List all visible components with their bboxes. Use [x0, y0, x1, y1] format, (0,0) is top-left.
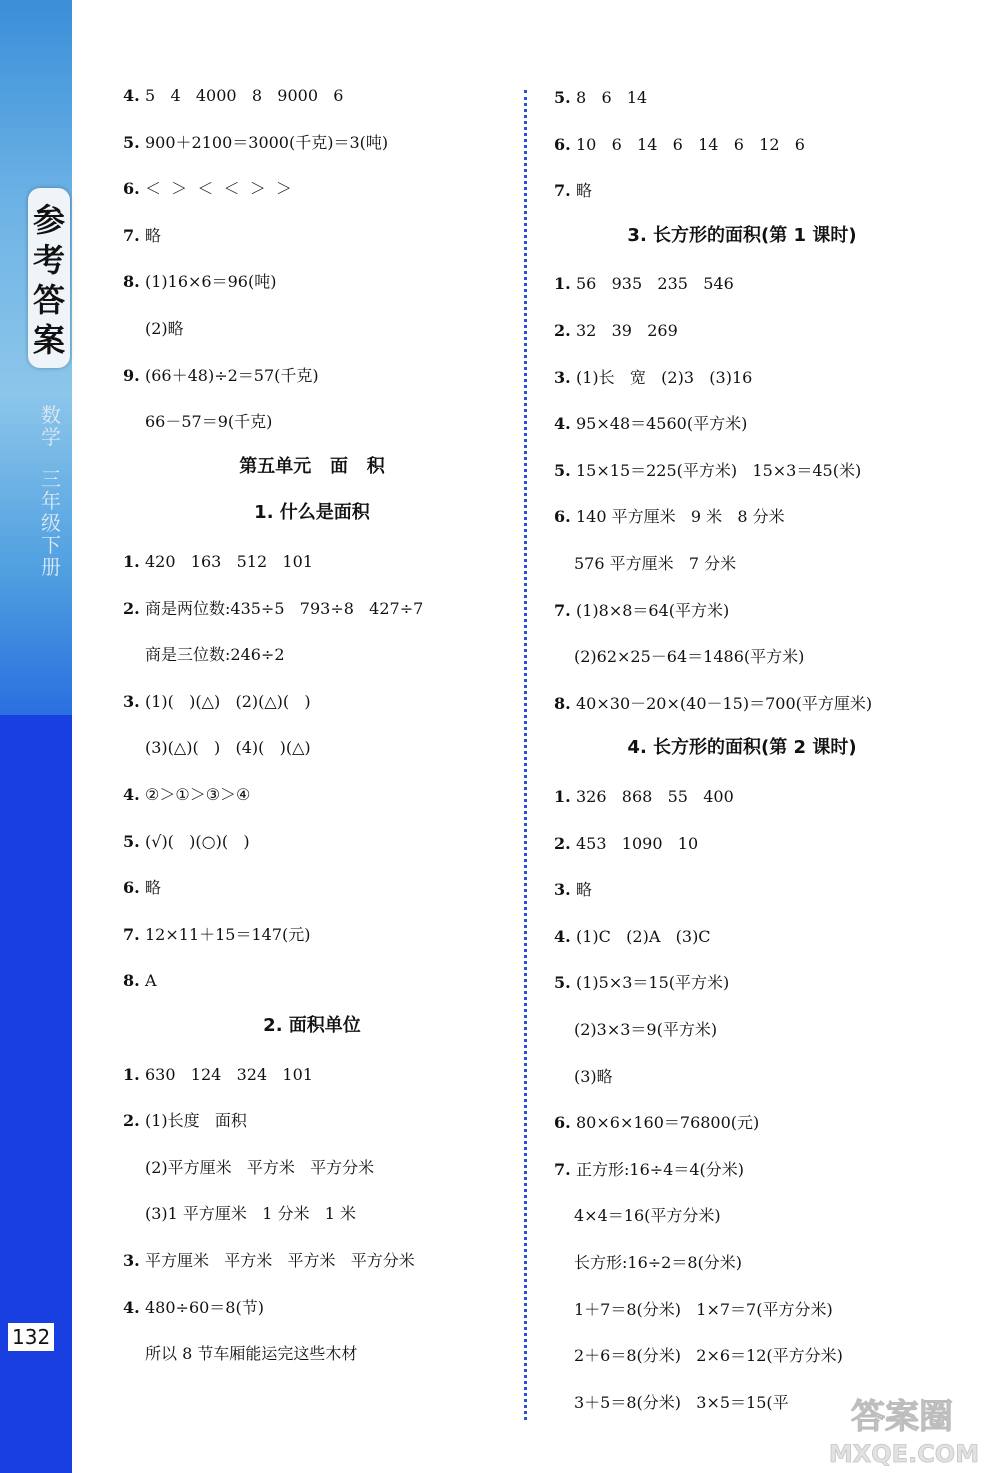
answer-text: (2)略 [145, 319, 184, 338]
answer-number: 7. [123, 924, 140, 944]
answer-text: 326 868 55 400 [576, 787, 734, 806]
answer-text: (1)5×3＝15(平方米) [576, 973, 730, 993]
label-char: 考 [32, 241, 65, 279]
answer-text: 3＋5＝8(分米) 3×5＝15(平 [574, 1392, 789, 1412]
answer-number: 8. [554, 693, 571, 713]
answer-text: (3)略 [574, 1066, 613, 1086]
answer-text: 140 平方厘米 9 米 8 分米 [576, 507, 785, 527]
answer-number: 7. [554, 1159, 571, 1179]
answer-text: 66－57＝9(千克) [145, 412, 273, 432]
answer-number: 1. [554, 787, 571, 806]
answer-text: 8 6 14 [576, 88, 648, 107]
answer-text: 略 [576, 181, 593, 201]
answer-number: 3. [554, 880, 571, 900]
answer-number: 4. [123, 1297, 140, 1317]
answer-number: 5. [554, 973, 571, 993]
answer-text: 略 [145, 225, 162, 245]
answer-number: 8. [123, 971, 140, 991]
answer-text: 长方形:16÷2＝8(分米) [574, 1253, 743, 1272]
answer-text: (1)长 宽 (2)3 (3)16 [576, 367, 753, 387]
label-char: 参 [32, 201, 65, 239]
answer-number: 7. [123, 225, 140, 245]
answer-text: 80×6×160＝76800(元) [576, 1113, 760, 1133]
answer-text: 420 163 512 101 [145, 552, 313, 571]
sidebar [0, 0, 72, 1473]
watermark-logo [812, 1388, 992, 1468]
answer-text: (1)( )(△) (2)(△)( ) [145, 691, 311, 711]
answer-number: 1. [123, 1064, 140, 1084]
answer-text: (2)62×25－64＝1486(平方米) [574, 647, 805, 667]
answer-text: 所以 8 节车厢能运完这些木材 [145, 1344, 358, 1364]
answer-key-label [28, 188, 70, 368]
answer-text: 480÷60＝8(节) [145, 1297, 264, 1317]
grade-char: 下 [41, 533, 61, 557]
subject-grade-label [36, 404, 66, 578]
section-heading: 2. 面积单位 [263, 1015, 361, 1036]
answer-number: 2. [123, 1111, 140, 1131]
section-heading: 3. 长方形的面积(第 1 课时) [627, 224, 857, 246]
column-divider [524, 90, 527, 1420]
answer-number: 3. [123, 1251, 140, 1270]
subject-char: 数 [41, 403, 61, 427]
answer-number: 7. [554, 181, 571, 201]
answer-number: 2. [123, 598, 140, 618]
answer-text: ②＞①＞③＞④ [145, 785, 251, 804]
answer-number: 6. [123, 878, 140, 898]
answer-text: 4×4＝16(平方分米) [574, 1206, 721, 1226]
answer-text: 630 124 324 101 [145, 1064, 313, 1084]
watermark-bottom: MXQE.COM [828, 1440, 980, 1468]
answer-text: 略 [145, 878, 162, 898]
answer-text: (1)8×8＝64(平方米) [576, 600, 730, 620]
answer-text: 商是三位数:246÷2 [145, 645, 285, 665]
answer-text: (2)平方厘米 平方米 平方分米 [145, 1157, 375, 1177]
grade-char: 年 [41, 489, 61, 513]
grade-char: 三 [41, 467, 61, 491]
answer-number: 4. [123, 785, 140, 804]
section-heading: 第五单元 面 积 [239, 455, 385, 477]
answer-text: 576 平方厘米 7 分米 [574, 554, 737, 573]
answer-number: 1. [123, 552, 140, 571]
answer-text: 5 4 4000 8 9000 6 [145, 86, 344, 105]
label-char: 答 [32, 281, 65, 319]
answer-text: (1)16×6＝96(吨) [145, 272, 277, 292]
answer-text: ＜ ＞ ＜ ＜ ＞ ＞ [145, 179, 292, 199]
answer-number: 5. [123, 132, 140, 152]
page-number: 132 [8, 1323, 54, 1351]
answer-text: 略 [576, 880, 593, 900]
answer-text: 商是两位数:435÷5 793÷8 427÷7 [145, 598, 424, 618]
answer-number: 6. [554, 507, 571, 527]
answer-number: 3. [123, 691, 140, 711]
subject-char: 学 [41, 425, 61, 449]
answer-number: 6. [123, 179, 140, 199]
answer-text: 32 39 269 [576, 321, 678, 340]
answer-number: 5. [123, 831, 140, 851]
answer-text: (3)1 平方厘米 1 分米 1 米 [145, 1204, 356, 1224]
answer-number: 4. [554, 414, 571, 434]
answer-text: (1)长度 面积 [145, 1111, 247, 1131]
answer-text: 正方形:16÷4＝4(分米) [576, 1159, 745, 1179]
grade-char: 级 [41, 511, 61, 535]
label-char: 案 [32, 321, 65, 359]
answer-number: 2. [554, 321, 571, 340]
answer-number: 8. [123, 272, 140, 292]
answer-text: (1)C (2)A (3)C [576, 926, 711, 946]
answer-text: 15×15＝225(平方米) 15×3＝45(米) [576, 460, 862, 480]
answer-text: 12×11＋15＝147(元) [145, 924, 311, 944]
answer-text: 2＋6＝8(分米) 2×6＝12(平方分米) [574, 1346, 843, 1366]
answer-text: (√)( )(○)( ) [145, 831, 250, 851]
answer-text: 40×30－20×(40－15)＝700(平方厘米) [576, 693, 873, 713]
answer-text: 1＋7＝8(分米) 1×7＝7(平方分米) [574, 1299, 833, 1319]
answer-number: 1. [554, 274, 571, 294]
answer-text: 平方厘米 平方米 平方米 平方分米 [145, 1251, 415, 1270]
answer-number: 5. [554, 460, 571, 480]
answer-number: 9. [123, 365, 140, 385]
answer-text: (2)3×3＝9(平方米) [574, 1020, 718, 1039]
answer-number: 4. [554, 926, 571, 946]
answer-text: 95×48＝4560(平方米) [576, 414, 748, 434]
answer-text: 56 935 235 546 [576, 274, 734, 294]
answer-text: 453 1090 10 [576, 833, 699, 853]
answer-number: 6. [554, 1113, 571, 1133]
answer-number: 6. [554, 134, 571, 154]
section-heading: 1. 什么是面积 [254, 502, 370, 524]
answer-number: 7. [554, 600, 571, 620]
answer-text: 900＋2100＝3000(千克)＝3(吨) [145, 132, 389, 152]
answer-text: A [145, 971, 157, 991]
answer-text: (66＋48)÷2＝57(千克) [145, 365, 319, 385]
grade-char: 册 [41, 555, 61, 579]
answer-number: 3. [554, 367, 571, 387]
answer-number: 2. [554, 833, 571, 853]
answer-text: (3)(△)( ) (4)( )(△) [145, 738, 311, 758]
answer-text: 10 6 14 6 14 6 12 6 [576, 134, 805, 154]
watermark-top: 答案圈 [851, 1397, 953, 1437]
section-heading: 4. 长方形的面积(第 2 课时) [627, 737, 857, 759]
answer-number: 5. [554, 88, 571, 107]
answer-number: 4. [123, 86, 140, 105]
